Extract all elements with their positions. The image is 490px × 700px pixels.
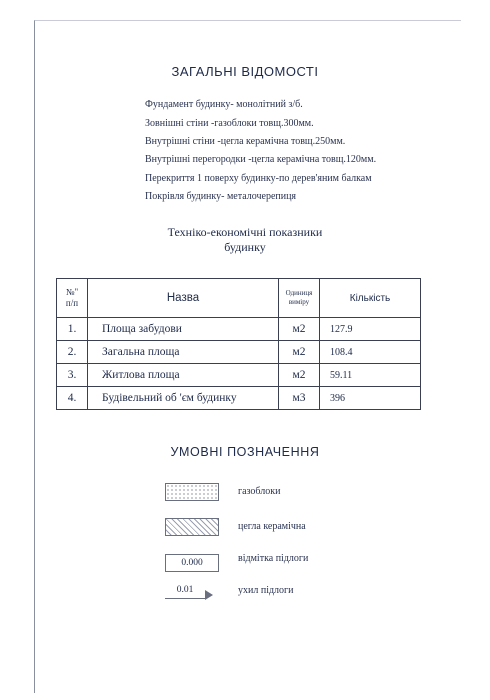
row-unit: м2 (279, 364, 320, 387)
row-qty: 396 (320, 387, 421, 410)
row-qty: 59.11 (320, 364, 421, 387)
row-name: Площа забудови (88, 318, 279, 341)
table-row (57, 387, 421, 410)
indicators-title: Техніко-економічні показники (167, 225, 323, 239)
legend-label-brick: цегла керамічна (238, 521, 306, 532)
indicators-table (56, 278, 421, 410)
legend-label-gas-block: газоблоки (238, 486, 281, 497)
table-row (57, 318, 421, 341)
table-row (57, 341, 421, 364)
note-floor-slab: Перекриття 1 поверху будинку-по дерев'яним балкам (145, 173, 372, 184)
row-name: Житлова площа (88, 364, 279, 387)
general-title: ЗАГАЛЬНІ ВІДОМОСТІ (171, 64, 319, 79)
legend-label-floor-mark: відмітка підлоги (238, 553, 309, 564)
legend-swatch-brick (165, 518, 219, 536)
header-qty: Кількість (320, 279, 421, 318)
row-unit: м2 (279, 318, 320, 341)
indicators-subtitle: будинку (224, 240, 266, 254)
row-unit: м2 (279, 341, 320, 364)
note-roof: Покрівля будинку- металочерепиця (145, 191, 297, 202)
row-qty: 108.4 (320, 341, 421, 364)
note-partitions: Внутрішні перегородки -цегла керамічна товщ.120мм. (145, 154, 377, 165)
row-name: Будівельний об 'єм будинку (88, 387, 279, 410)
note-foundation: Фундамент будинку- монолітний з/б. (145, 99, 303, 110)
row-unit: м3 (279, 387, 320, 410)
row-no: 4. (57, 387, 88, 410)
row-name: Загальна площа (88, 341, 279, 364)
header-no-line1: №" (65, 287, 79, 297)
header-no (57, 279, 88, 318)
header-unit-line1: Одиниця (285, 289, 313, 297)
row-no: 3. (57, 364, 88, 387)
legend-floor-mark-value: 0.000 (165, 554, 219, 572)
note-exterior-walls: Зовнішні стіни -газоблоки товщ.300мм. (145, 118, 314, 129)
note-interior-walls: Внутрішні стіни -цегла керамічна товщ.250мм. (145, 136, 346, 147)
header-unit-line2: виміру (288, 298, 310, 306)
row-no: 1. (57, 318, 88, 341)
legend-floor-slope-value: 0.01 (165, 582, 205, 599)
legend-title: УМОВНІ ПОЗНАЧЕННЯ (170, 445, 320, 459)
header-name: Назва (88, 279, 279, 318)
slope-arrow-icon (205, 590, 213, 600)
header-no-line2: п/п (65, 298, 79, 308)
legend-swatch-gas-block (165, 483, 219, 501)
table-header-row (57, 279, 421, 318)
row-no: 2. (57, 341, 88, 364)
table-row (57, 364, 421, 387)
row-qty: 127.9 (320, 318, 421, 341)
legend-label-floor-slope: ухил підлоги (238, 585, 294, 596)
header-unit (279, 279, 320, 318)
